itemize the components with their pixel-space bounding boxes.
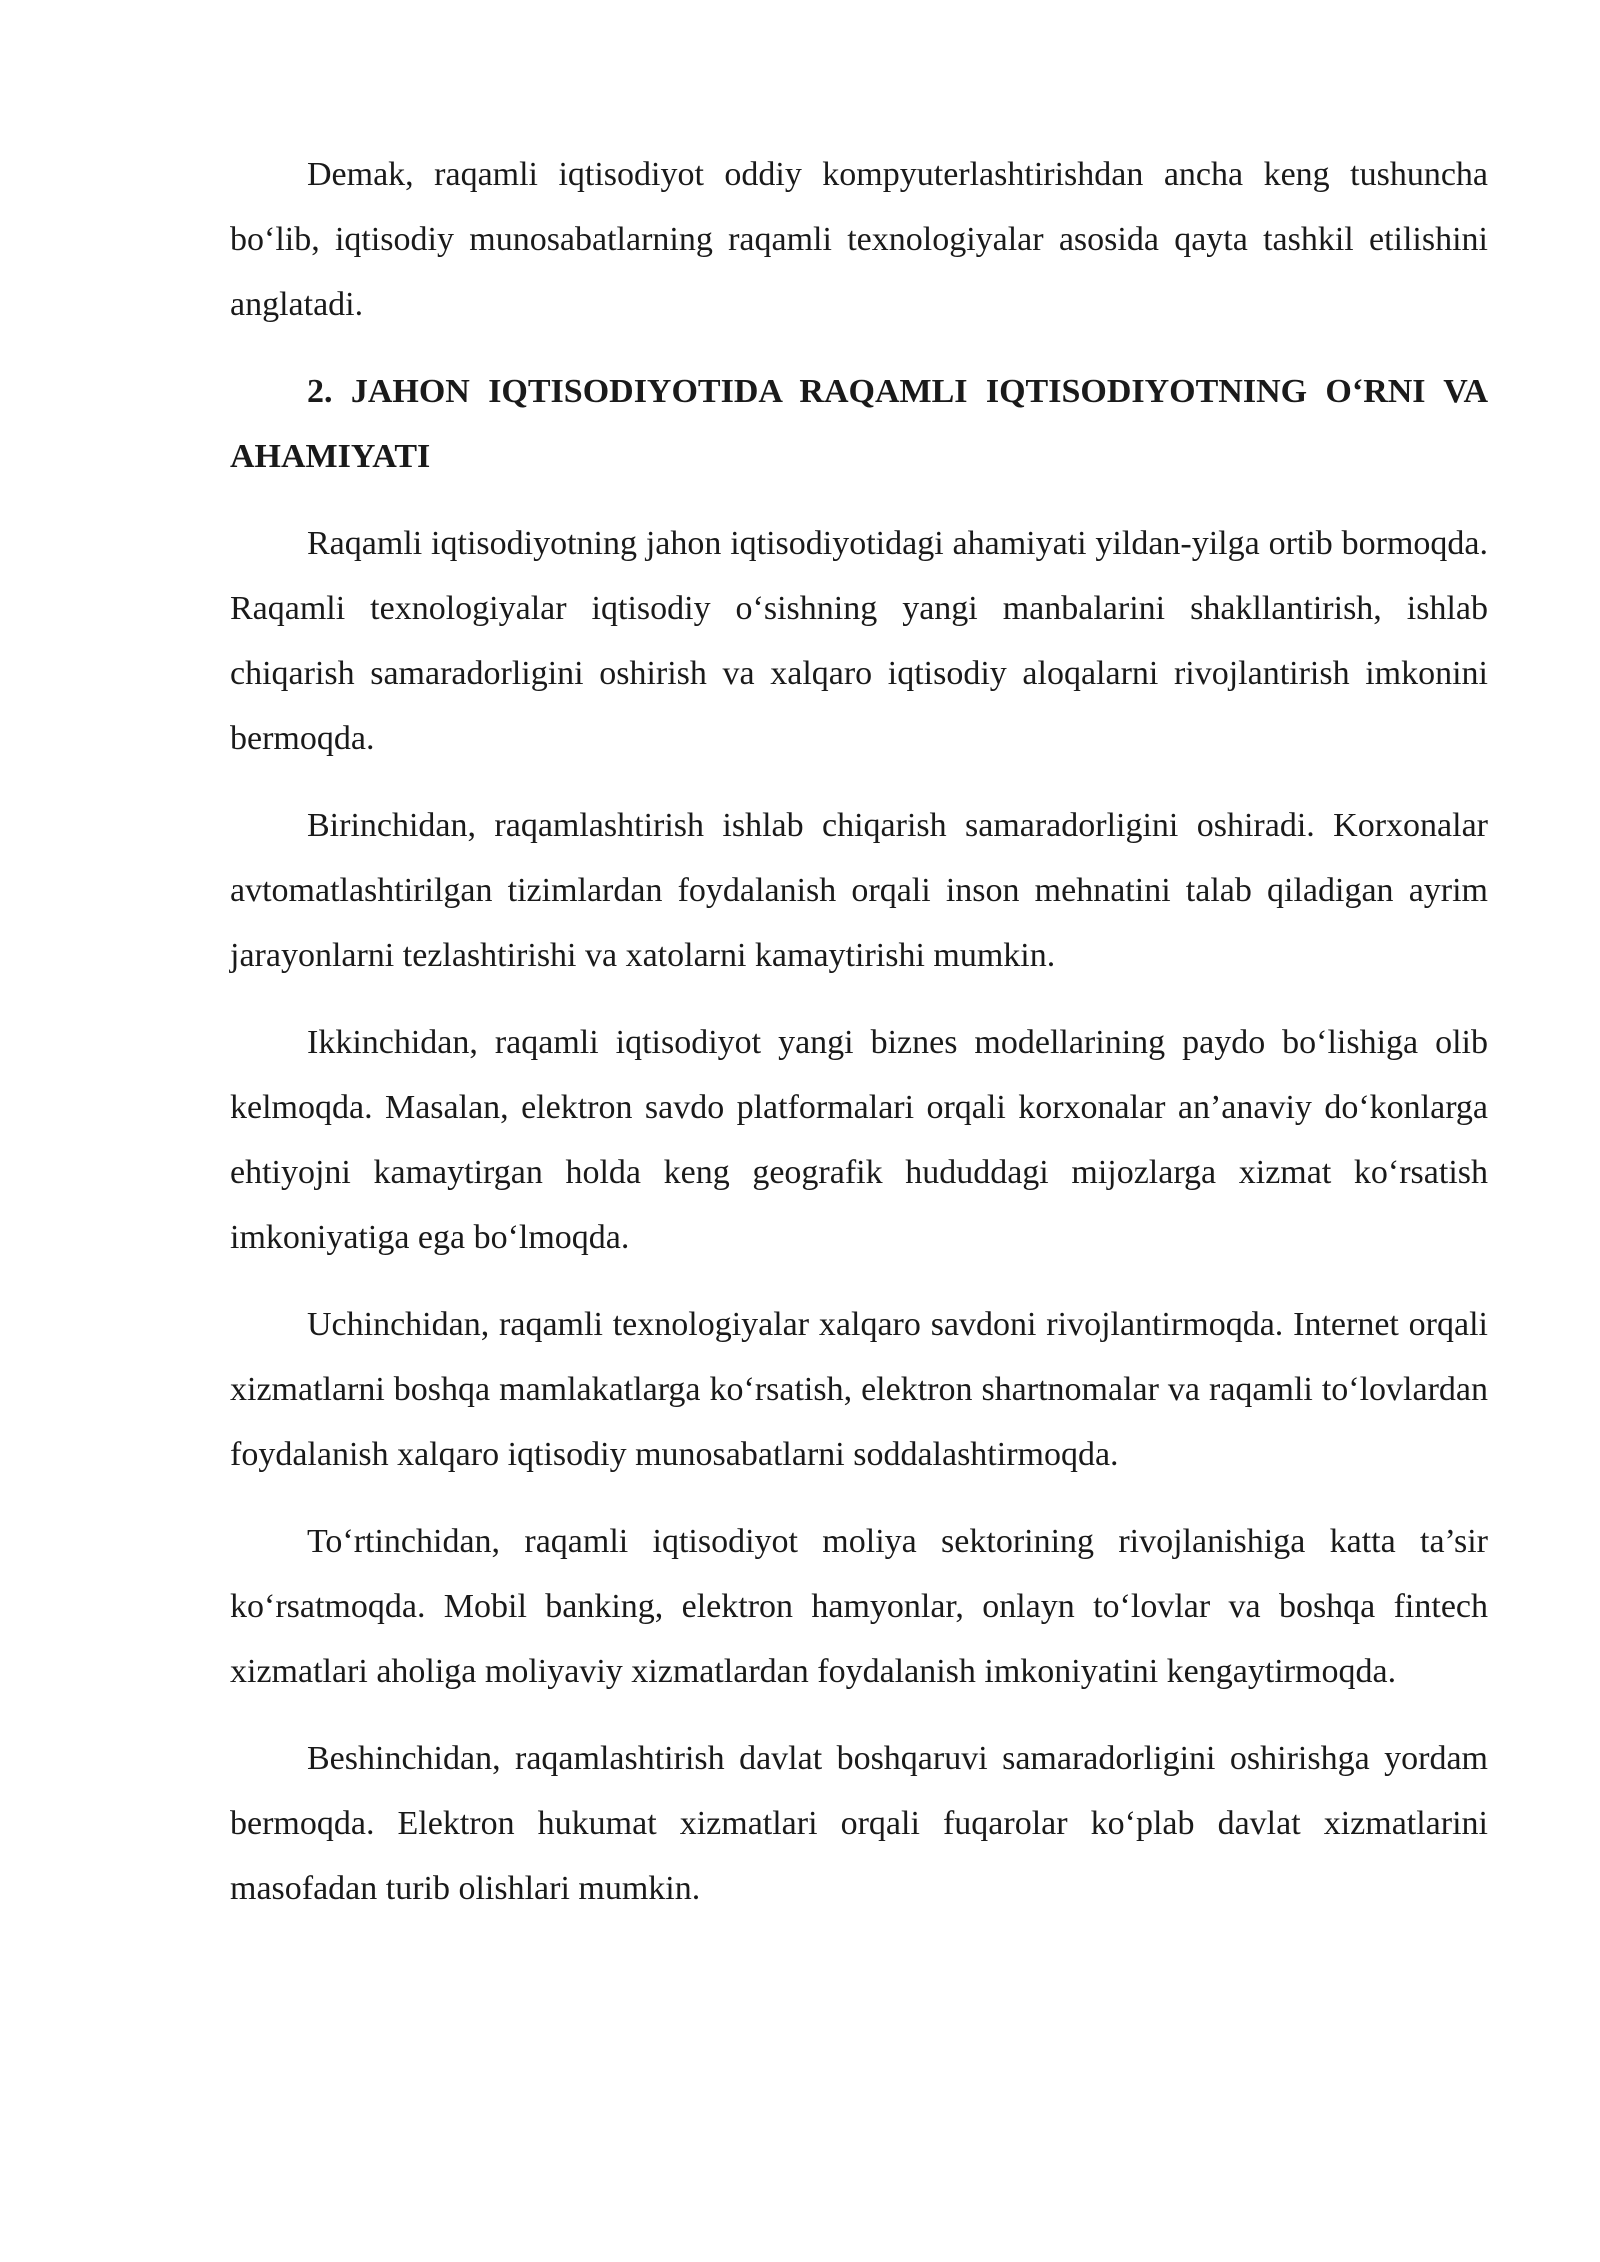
paragraph-first: Birinchidan, raqamlashtirish ishlab chiqarish samaradorligini oshiradi. Korxonalar avtomatlashtirilgan tizimlardan foydalanish orqali inson mehnatini talab qiladigan ayrim jarayonlarni tezlashtirishi va xatolarni kamaytirishi mumkin. [230,807,1488,974]
section-heading: 2. JAHON IQTISODIYOTIDA RAQAMLI IQTISODIYOTNING O‘RNI VA AHAMIYATI [230,373,1488,475]
document-body [230,142,1488,1943]
intro-paragraph: Demak, raqamli iqtisodiyot oddiy kompyuterlashtirishdan ancha keng tushuncha bo‘lib, iqtisodiy munosabatlarning raqamli texnologiyalar asosida qayta tashkil etilishini anglatadi. [230,156,1488,323]
paragraph-importance: Raqamli iqtisodiyotning jahon iqtisodiyotidagi ahamiyati yildan-yilga ortib bormoqda. Raqamli texnologiyalar iqtisodiy o‘sishning yangi manbalarini shakllantirish, ishlab chiqarish samaradorligini oshirish va xalqaro iqtisodiy aloqalarni rivojlantirish imkonini bermoqda. [230,525,1488,757]
paragraph-fourth: To‘rtinchidan, raqamli iqtisodiyot moliya sektorining rivojlanishiga katta ta’sir ko‘rsatmoqda. Mobil banking, elektron hamyonlar, onlayn to‘lovlar va boshqa fintech xizmatlari aholiga moliyaviy xizmatlardan foydalanish imkoniyatini kengaytirmoqda. [230,1523,1488,1690]
paragraph-second: Ikkinchidan, raqamli iqtisodiyot yangi biznes modellarining paydo bo‘lishiga olib kelmoqda. Masalan, elektron savdo platformalari orqali korxonalar an’anaviy do‘konlarga ehtiyojni kamaytirgan holda keng geografik hududdagi mijozlarga xizmat ko‘rsatish imkoniyatiga ega bo‘lmoqda. [230,1024,1488,1256]
paragraph-fifth: Beshinchidan, raqamlashtirish davlat boshqaruvi samaradorligini oshirishga yordam bermoqda. Elektron hukumat xizmatlari orqali fuqarolar ko‘plab davlat xizmatlarini masofadan turib olishlari mumkin. [230,1740,1488,1907]
paragraph-third: Uchinchidan, raqamli texnologiyalar xalqaro savdoni rivojlantirmoqda. Internet orqali xizmatlarni boshqa mamlakatlarga ko‘rsatish, elektron shartnomalar va raqamli to‘lovlardan foydalanish xalqaro iqtisodiy munosabatlarni soddalashtirmoqda. [230,1306,1488,1473]
